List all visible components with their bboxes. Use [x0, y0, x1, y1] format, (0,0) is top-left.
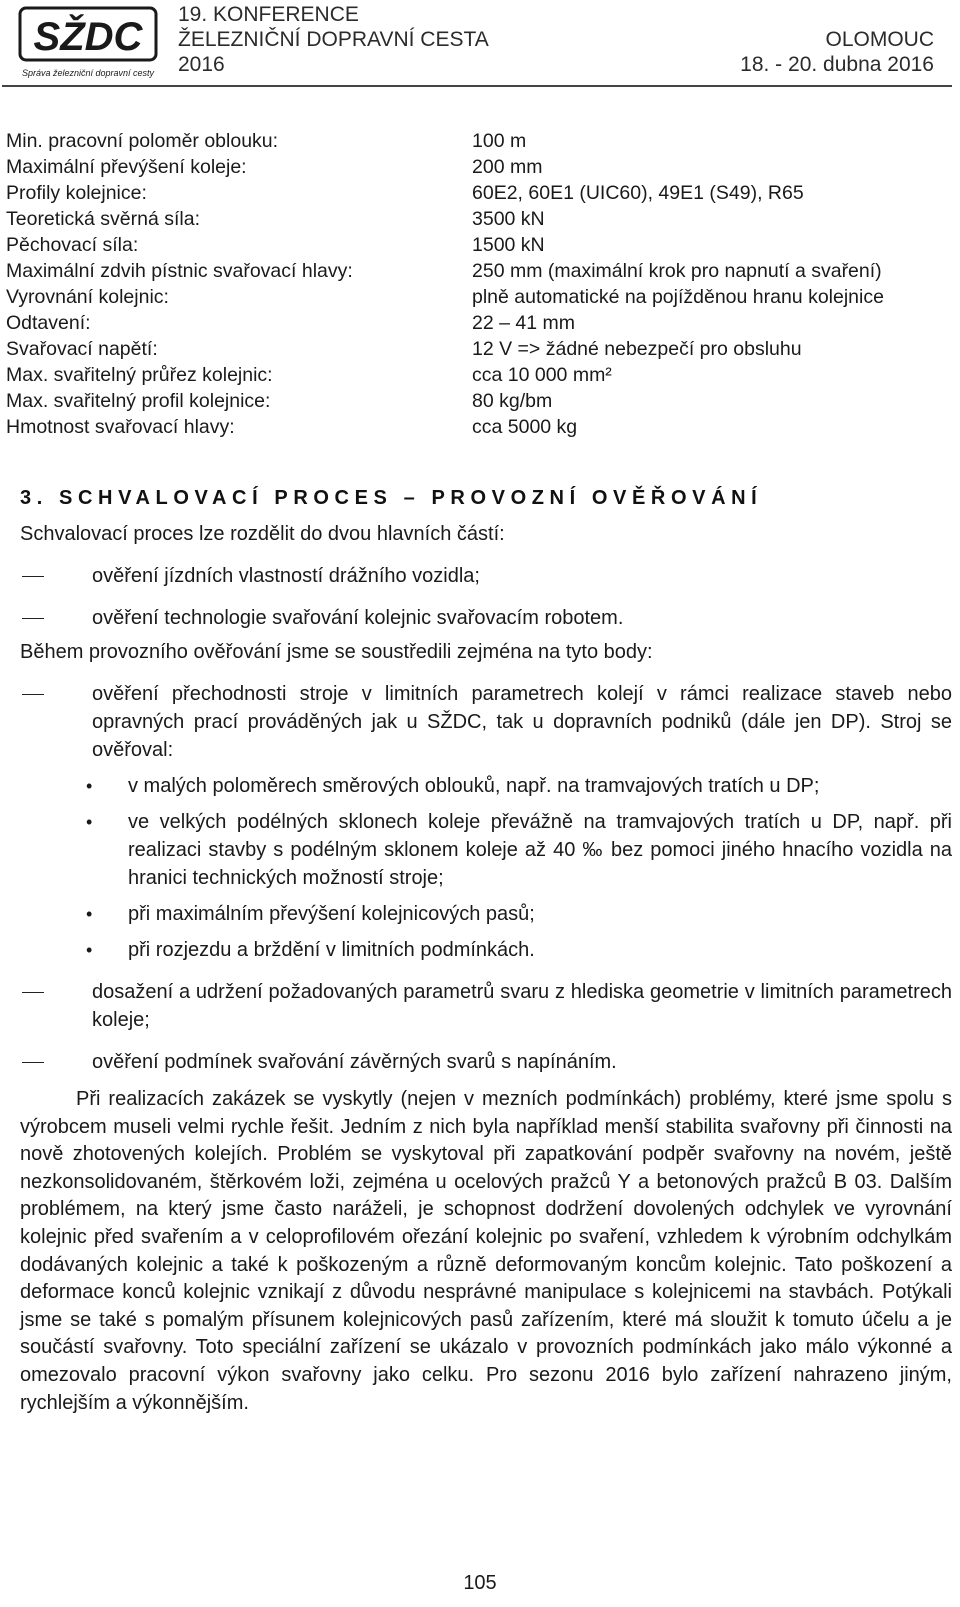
spec-value: plně automatické na pojížděnou hranu kolejnice — [472, 286, 884, 308]
spec-value: 22 – 41 mm — [472, 312, 575, 334]
spec-row — [6, 180, 884, 206]
spec-list — [6, 128, 884, 440]
bullet-item: • v malých poloměrech směrových oblouků, např. na tramvajových tratích u DP; — [74, 772, 952, 800]
conference-city: OLOMOUC — [825, 28, 934, 51]
conference-line-2: ŽELEZNIČNÍ DOPRAVNÍ CESTA — [178, 28, 489, 51]
body-paragraph: Při realizacích zakázek se vyskytly (nejen v mezních podmínkách) problémy, které jsme spolu s výrobcem museli velmi rychle řešit. Jedním z nich byla například menší stabilita svařovny při činnosti na nově zhotovených kolejích. Problém se vyskytoval při zapatkování podpěr svařovny na novém, ještě nezkonsolidovaném, štěrkovém loži, zejména u ocelových pražců Y a betonových pražců B 03. Dalším problémem, na který jsme často naráželi, je schopnost dodržení dovolených odchylek ve vyrovnání kolejnic před svařením a v celoprofilovém ořezání kolejnic po svaření, vzhledem k výrobním odchylkám dodávaných kolejnic a také k poškozeným a různě deformovaným koncům kolejnic. Tato poškození a deformace konců kolejnic vznikají z důvodu nesprávné manipulace s kolejnicemi na stavbách. Potýkali jsme se také s pomalým přísunem kolejnicových pasů zařízením, které má sloužit k tomuto účelu a je součástí svařovny. Toto speciální zařízení se ukázalo v provozních podmínkách jako málo výkonné a omezovalo pracovní výkon svařovny jako celku. Pro sezonu 2016 bylo zařízení nahrazeno jiným, rychlejším a výkonnějším. — [20, 1088, 952, 1414]
spec-label: Maximální zdvih pístnic svařovací hlavy: — [6, 260, 353, 282]
conference-location — [740, 27, 934, 77]
spec-label: Max. svařitelný profil kolejnice: — [6, 390, 271, 412]
spec-row — [6, 284, 884, 310]
spec-label: Svařovací napětí: — [6, 338, 158, 360]
conference-year: 2016 — [178, 53, 225, 76]
spec-row — [6, 362, 884, 388]
spec-row — [6, 258, 884, 284]
conference-title — [178, 2, 489, 77]
spec-row — [6, 232, 884, 258]
spec-value: 60E2, 60E1 (UIC60), 49E1 (S49), R65 — [472, 182, 804, 204]
list-item — [20, 680, 952, 964]
logo-subtitle: Správa železniční dopravní cesty — [21, 68, 155, 78]
spec-value: cca 5000 kg — [472, 416, 578, 438]
bullet-item: • při maximálním převýšení kolejnicových pasů; — [74, 900, 952, 928]
spec-row — [6, 206, 884, 232]
spec-value: 250 mm (maximální krok pro napnutí a svaření) — [472, 260, 882, 282]
sub-bullet-list — [74, 772, 952, 964]
bullet-item: • ve velkých podélných sklonech koleje převážně na tramvajových tratích u DP, např. při realizaci stavby s podélným sklonem koleje až 40 ‰ bez pomoci jiného hnacího vozidla na hranici technických možností stroje; — [74, 808, 952, 892]
conference-line-1: 19. KONFERENCE — [178, 3, 359, 26]
header-divider — [2, 85, 952, 87]
spec-label: Max. svařitelný průřez kolejnic: — [6, 364, 273, 386]
spec-value: cca 10 000 mm² — [472, 364, 612, 386]
spec-value: 200 mm — [472, 156, 543, 178]
focus-intro-paragraph: Během provozního ověřování jsme se soustředili zejména na tyto body: — [20, 641, 653, 663]
spec-row — [6, 128, 884, 154]
spec-value: 100 m — [472, 130, 527, 152]
bullet-item: • při rozjezdu a brždění v limitních podmínkách. — [74, 936, 952, 964]
spec-label: Teoretická svěrná síla: — [6, 208, 201, 230]
spec-row — [6, 336, 884, 362]
intro-paragraph: Schvalovací proces lze rozdělit do dvou hlavních částí: — [20, 523, 505, 545]
spec-label: Maximální převýšení koleje: — [6, 156, 247, 178]
spec-value: 80 kg/bm — [472, 390, 553, 412]
spec-row — [6, 310, 884, 336]
spec-row — [6, 388, 884, 414]
spec-value: 12 V => žádné nebezpečí pro obsluhu — [472, 338, 802, 360]
logo-text: SŽDC — [33, 15, 143, 59]
spec-row — [6, 414, 884, 440]
list-item: ověření podmínek svařování závěrných svarů s napínáním. — [20, 1048, 952, 1076]
spec-label: Vyrovnání kolejnic: — [6, 286, 169, 308]
page-number: 105 — [463, 1572, 497, 1594]
spec-row — [6, 154, 884, 180]
page-header — [0, 0, 960, 88]
spec-label: Hmotnost svařovací hlavy: — [6, 416, 235, 438]
spec-label: Pěchovací síla: — [6, 234, 139, 256]
spec-value: 1500 kN — [472, 234, 545, 256]
list-item: dosažení a udržení požadovaných parametrů svaru z hlediska geometrie v limitních parametrech koleje; — [20, 978, 952, 1034]
spec-value: 3500 kN — [472, 208, 545, 230]
spec-label: Profily kolejnice: — [6, 182, 147, 204]
list-item: ověření technologie svařování kolejnic svařovacím robotem. — [20, 604, 952, 632]
conference-dates: 18. - 20. dubna 2016 — [740, 53, 934, 76]
list-item: ověření jízdních vlastností drážního vozidla; — [20, 562, 952, 590]
spec-label: Min. pracovní poloměr oblouku: — [6, 130, 279, 152]
section-heading: 3. SCHVALOVACÍ PROCES – PROVOZNÍ OVĚŘOVÁNÍ — [20, 487, 763, 509]
process-parts-list — [20, 562, 952, 632]
spec-label: Odtavení: — [6, 312, 91, 334]
section-content — [20, 520, 952, 1417]
focus-list — [20, 680, 952, 1076]
szdc-logo — [18, 6, 158, 80]
focus-item-text: ověření přechodnosti stroje v limitních parametrech kolejí v rámci realizace staveb nebo opravných prací prováděných jak u SŽDC, tak u dopravních podniků (dále jen DP). Stroj se ověřoval: — [92, 683, 952, 761]
